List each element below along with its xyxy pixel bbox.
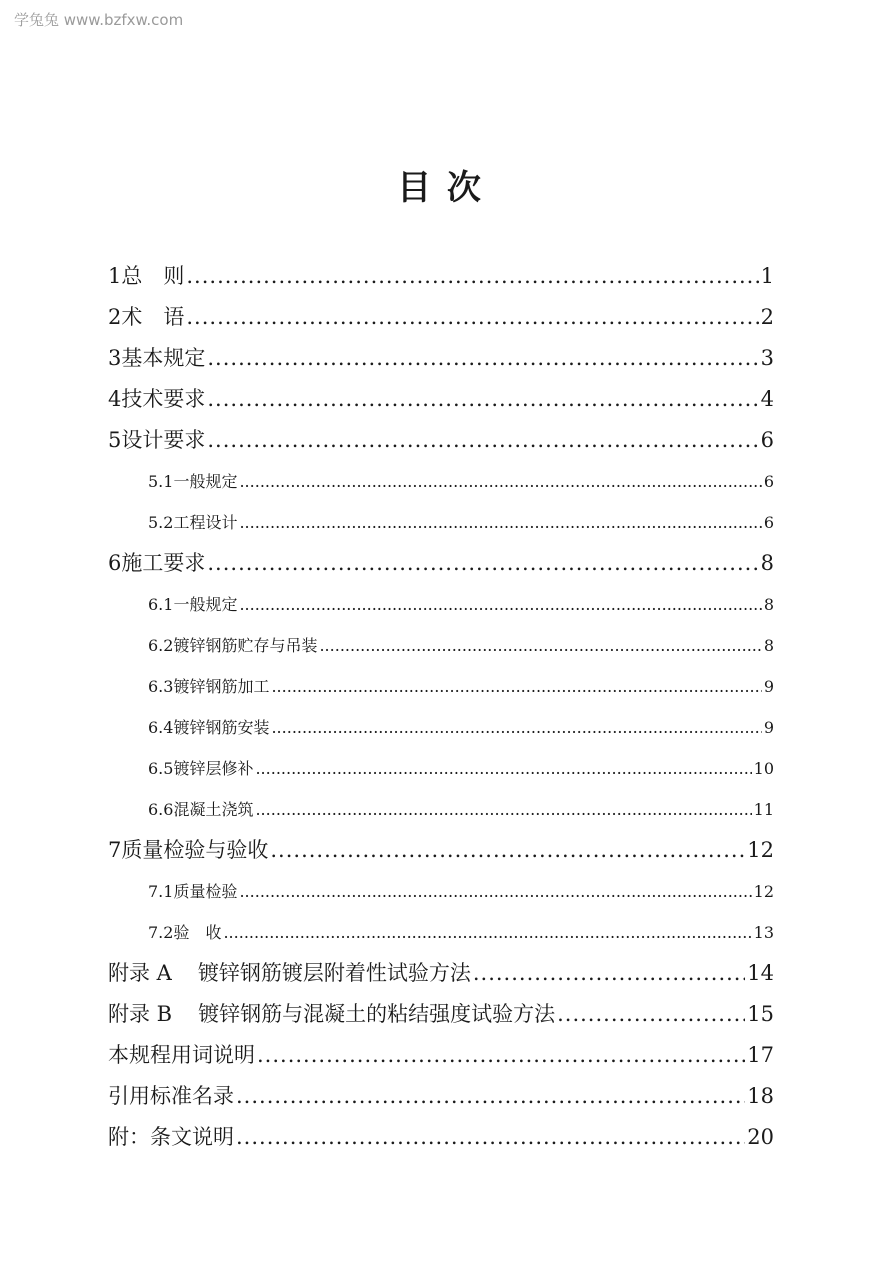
toc-entry-page: 20 — [747, 1125, 774, 1149]
toc-entry-page: 14 — [747, 961, 774, 985]
toc-entry-page: 15 — [747, 1002, 774, 1026]
toc-entry-title: 镀锌钢筋镀层附着性试验方法 — [197, 961, 471, 985]
toc-entry-title: 镀锌钢筋与混凝土的粘结强度试验方法 — [198, 1002, 556, 1026]
toc-entry-title: 施工要求 — [121, 551, 206, 575]
toc-entry-number: 6.2 — [148, 636, 174, 655]
toc-entry[interactable] — [108, 789, 774, 830]
toc-entry-page: 13 — [753, 923, 774, 942]
toc-entry-page: 12 — [753, 882, 774, 901]
toc-entry-number: 6.5 — [148, 759, 174, 778]
toc-dot-leader — [239, 871, 751, 912]
toc-entry-title: 镀锌钢筋安装 — [173, 718, 270, 737]
toc-entry-page: 6 — [760, 428, 774, 452]
toc-entry-number: 6.4 — [148, 718, 174, 737]
toc-entry[interactable] — [108, 297, 774, 338]
toc-entry-page: 11 — [753, 800, 774, 819]
toc-dot-leader — [239, 584, 761, 625]
toc-entry-number: 1 — [108, 264, 122, 288]
toc-entry[interactable] — [108, 625, 774, 666]
page-title: 目 次 — [397, 168, 483, 208]
toc-dot-leader — [319, 625, 761, 666]
toc-dot-leader — [255, 748, 751, 789]
toc-entry[interactable] — [108, 871, 774, 912]
toc-entry-title: 工程设计 — [173, 513, 238, 532]
toc-entry-page: 17 — [747, 1043, 774, 1067]
toc-entry[interactable] — [108, 912, 774, 953]
toc-entry-number: 附录 B — [108, 1002, 173, 1026]
toc-entry-title: 术 语 — [121, 305, 185, 329]
toc-entry[interactable] — [108, 338, 774, 379]
toc-entry-title: 总 则 — [121, 264, 185, 288]
toc-dot-leader — [557, 994, 745, 1035]
toc-entry[interactable] — [108, 543, 774, 584]
toc-entry-page: 9 — [763, 677, 774, 696]
toc-entry-number: 7.2 — [148, 923, 174, 942]
toc-dot-leader — [270, 830, 745, 871]
toc-entry-title: 质量检验 — [173, 882, 238, 901]
toc-entry-number: 3 — [108, 346, 122, 370]
toc-entry-title: 镀锌钢筋加工 — [173, 677, 270, 696]
toc-entry-title: 镀锌钢筋贮存与吊装 — [173, 636, 318, 655]
toc-entry[interactable] — [108, 994, 774, 1035]
toc-entry-title: 基本规定 — [121, 346, 206, 370]
toc-entry-page: 12 — [747, 838, 774, 862]
toc-dot-leader — [186, 256, 758, 297]
toc-dot-leader — [239, 502, 761, 543]
toc-entry-page: 2 — [760, 305, 774, 329]
toc-entry[interactable] — [108, 1076, 774, 1117]
toc-entry-page: 8 — [763, 636, 774, 655]
toc-entry-title: 引用标准名录 — [108, 1084, 234, 1108]
toc-entry-page: 1 — [760, 264, 774, 288]
toc-entry-page: 6 — [763, 472, 774, 491]
toc-entry-page: 3 — [760, 346, 774, 370]
toc-dot-leader — [271, 666, 761, 707]
toc-entry[interactable] — [108, 420, 774, 461]
toc-dot-leader — [239, 461, 761, 502]
toc-dot-leader — [207, 379, 758, 420]
toc-entry[interactable] — [108, 461, 774, 502]
watermark-text: 学兔兔 www.bzfxw.com — [14, 11, 184, 29]
toc-entry-title: 质量检验与验收 — [121, 838, 269, 862]
toc-entry-title: 设计要求 — [121, 428, 206, 452]
toc-entry-title: 技术要求 — [121, 387, 206, 411]
toc-entry[interactable] — [108, 748, 774, 789]
toc-entry[interactable] — [108, 584, 774, 625]
toc-entry-title: 一般规定 — [173, 472, 238, 491]
toc-entry[interactable] — [108, 666, 774, 707]
toc-entry-page: 6 — [763, 513, 774, 532]
toc-entry-page: 4 — [760, 387, 774, 411]
toc-entry-title: 本规程用词说明 — [108, 1043, 255, 1067]
toc-entry-number: 6.1 — [148, 595, 174, 614]
toc-entry-number: 7 — [108, 838, 122, 862]
toc-entry-number: 6.6 — [148, 800, 174, 819]
toc-entry-page: 10 — [753, 759, 774, 778]
toc-entry-number: 6.3 — [148, 677, 174, 696]
toc-dot-leader — [255, 789, 751, 830]
toc-entry-page: 8 — [760, 551, 774, 575]
toc-dot-leader — [473, 953, 745, 994]
toc-entry[interactable] — [108, 1117, 774, 1158]
toc-dot-leader — [271, 707, 761, 748]
toc-entry-number: 5.1 — [148, 472, 174, 491]
toc-dot-leader — [207, 338, 758, 379]
toc-entry-number: 附录 A — [108, 961, 172, 985]
toc-dot-leader — [207, 543, 758, 584]
toc-entry[interactable] — [108, 1035, 774, 1076]
toc-entry-page: 8 — [763, 595, 774, 614]
toc-dot-leader — [223, 912, 751, 953]
toc-entry-number: 2 — [108, 305, 122, 329]
toc-dot-leader — [236, 1076, 745, 1117]
toc-entry[interactable] — [108, 256, 774, 297]
toc-entry[interactable] — [108, 953, 774, 994]
toc-dot-leader — [186, 297, 758, 338]
toc-entry[interactable] — [108, 502, 774, 543]
toc-entry-number: 6 — [108, 551, 122, 575]
toc-entry-number: 5 — [108, 428, 122, 452]
toc-entry-page: 9 — [763, 718, 774, 737]
toc-entry[interactable] — [108, 379, 774, 420]
toc-entry-page: 18 — [747, 1084, 774, 1108]
toc-dot-leader — [207, 420, 758, 461]
toc-entry[interactable] — [108, 707, 774, 748]
toc-entry-title: 镀锌层修补 — [173, 759, 254, 778]
toc-entry[interactable] — [108, 830, 774, 871]
toc-entry-title: 附：条文说明 — [108, 1125, 234, 1149]
toc-entry-number: 4 — [108, 387, 122, 411]
toc-entry-title: 验 收 — [173, 923, 222, 942]
toc-entry-title: 一般规定 — [173, 595, 238, 614]
toc-entry-number: 5.2 — [148, 513, 174, 532]
toc-entry-title: 混凝土浇筑 — [173, 800, 254, 819]
table-of-contents — [108, 256, 774, 1158]
toc-dot-leader — [257, 1035, 745, 1076]
toc-dot-leader — [236, 1117, 745, 1158]
toc-entry-number: 7.1 — [148, 882, 174, 901]
